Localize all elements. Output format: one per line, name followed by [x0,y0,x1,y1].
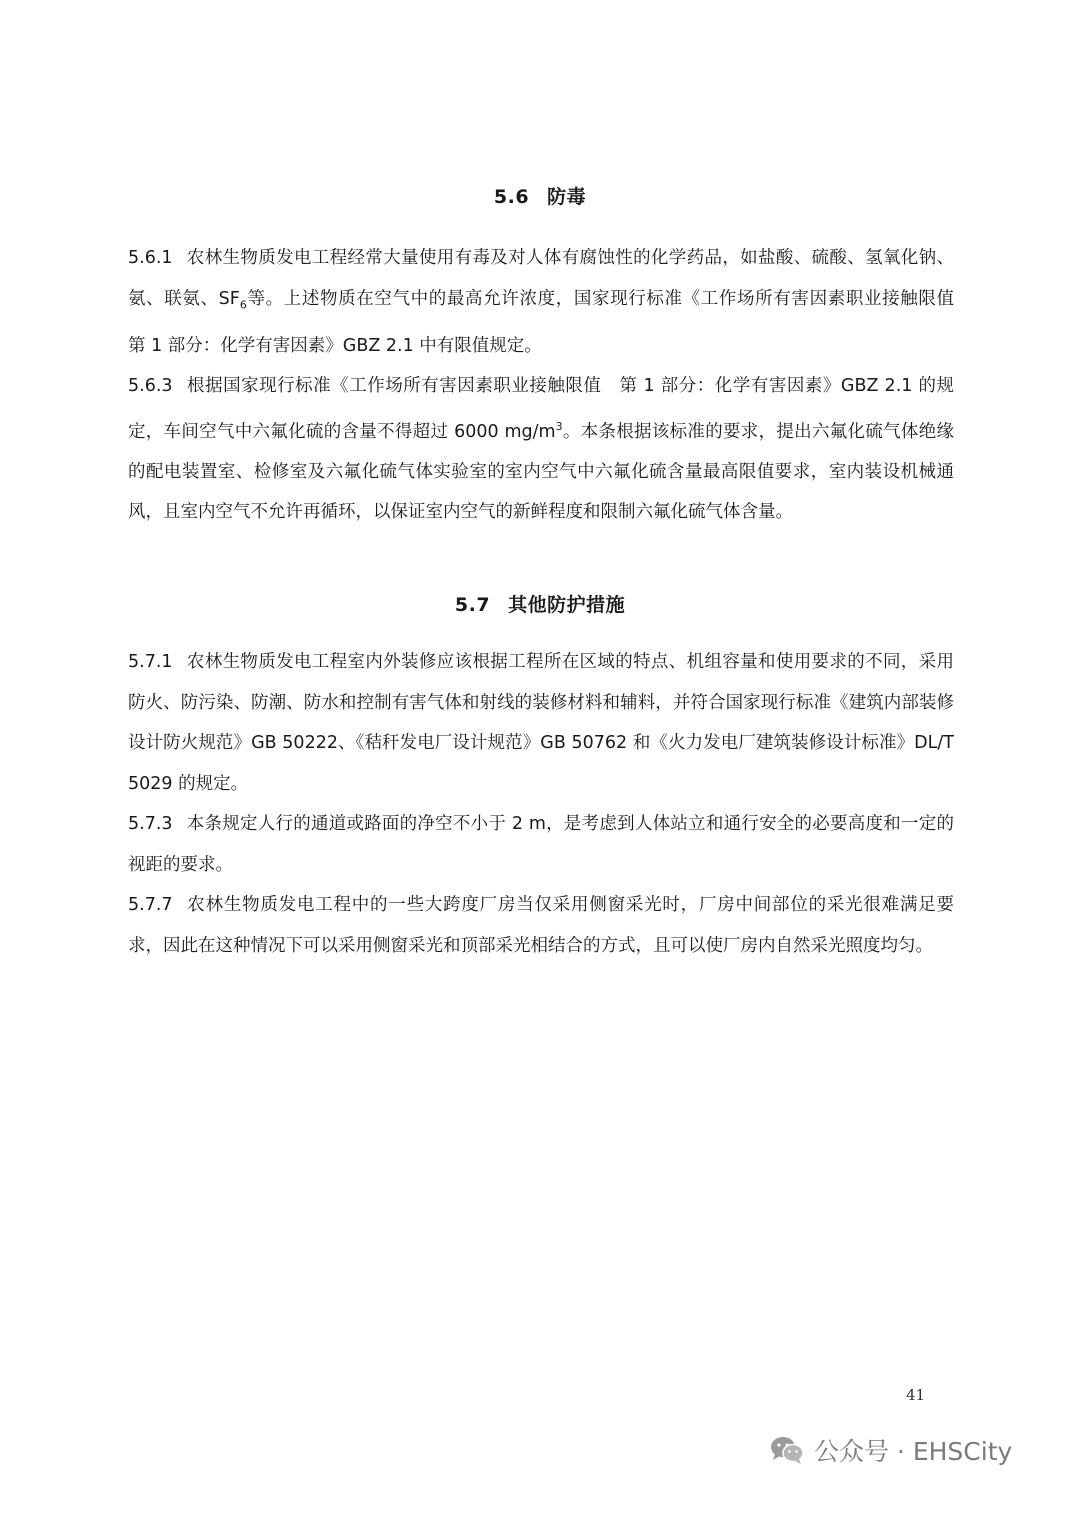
paragraph-text: 农林生物质发电工程经常大量使用有毒及对人体有腐蚀性的化学药品，如盐酸、硫酸、氢氧化钠、氨、联氨、SF [128,248,954,309]
paragraph-text: 农林生物质发电工程中的一些大跨度厂房当仅采用侧窗采光时，厂房中间部位的采光很难满足要求，因此在这种情况下可以采用侧窗采光和顶部采光相结合的方式，且可以使厂房内自然采光照度均匀。 [128,895,954,956]
superscript: 3 [555,419,563,433]
section-body-5-6 [128,238,972,533]
paragraph-5-7-7 [128,885,954,966]
watermark-text: 公众号 · EHSCity [814,1437,1013,1466]
paragraph-5-6-1 [128,238,972,366]
wechat-icon [770,1435,804,1465]
paragraph-number: 5.7.3 [128,814,173,834]
section-body-5-7 [128,642,954,966]
section-heading-5-7 [0,590,1080,617]
section-heading-5-6 [0,182,1080,209]
paragraph-number: 5.7.1 [128,652,173,672]
paragraph-number: 5.6.1 [128,248,173,268]
paragraph-5-6-3 [128,366,954,533]
paragraph-text: 本条规定人行的通道或路面的净空不小于 2 m，是考虑到人体站立和通行安全的必要高度和一定的视距的要求。 [128,814,954,875]
paragraph-5-7-1 [128,642,954,804]
section-title: 防毒 [547,186,587,208]
paragraph-number: 5.6.3 [128,376,173,396]
watermark [770,1428,1012,1472]
page-number: 41 [906,1386,926,1404]
paragraph-text-cont: 。本条根据该标准的要求，提出六氟化硫气体绝缘的配电装置室、检修室及六氟化硫气体实验室的室内空气中六氟化硫含量最高限值要求，室内装设机械通风，且室内空气不允许再循环，以保证室内空气的新鲜程度和限制六氟化硫气体含量。 [128,421,955,523]
paragraph-5-7-3 [128,804,954,885]
paragraph-text: 根据国家现行标准《工作场所有害因素职业接触限值 第 1 部分：化学有害因素》GBZ 2.1 的规定，车间空气中六氟化硫的含量不得超过 6000 mg/m [128,376,954,442]
paragraph-text: 农林生物质发电工程室内外装修应该根据工程所在区域的特点、机组容量和使用要求的不同，采用防火、防污染、防潮、防水和控制有害气体和射线的装修材料和辅料，并符合国家现行标准《建筑内部装修设计防火规范》GB 50222、《秸秆发电厂设计规范》GB 50762 和《火力发电厂建筑装修设计标准》DL/T 5029 的规定。 [128,652,954,794]
paragraph-number: 5.7.7 [128,895,173,915]
section-number: 5.6 [493,186,530,208]
section-number: 5.7 [454,594,491,616]
subscript: 6 [239,298,247,311]
section-title: 其他防护措施 [508,594,626,616]
paragraph-text-cont: 等。上述物质在空气中的最高允许浓度，国家现行标准《工作场所有害因素职业接触限值 第 1 部分：化学有害因素》GBZ 2.1 中有限值规定。 [128,288,972,356]
